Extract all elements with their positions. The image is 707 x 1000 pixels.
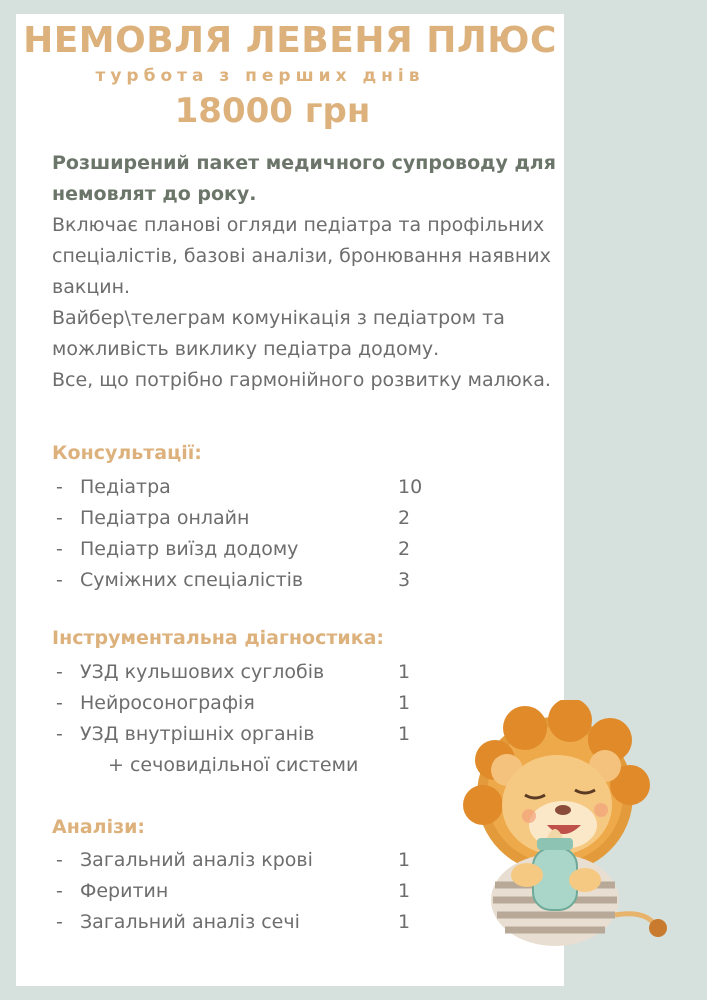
package-description <box>52 148 562 396</box>
item-name: + сечовидільної системи <box>108 754 359 776</box>
item-qty: 1 <box>398 880 411 902</box>
item-qty: 1 <box>398 661 411 683</box>
item-name: Педіатра <box>80 476 171 498</box>
item-name: Загальний аналіз крові <box>80 849 313 871</box>
consultations-list <box>52 472 472 596</box>
bullet-dash: - <box>56 723 63 745</box>
list-item <box>52 907 472 938</box>
list-item <box>52 472 472 503</box>
list-item <box>52 688 472 719</box>
item-name: УЗД внутрішніх органів <box>80 723 315 745</box>
bullet-dash: - <box>56 692 63 714</box>
item-qty: 1 <box>398 911 411 933</box>
item-qty: 3 <box>398 569 411 591</box>
list-item-continuation <box>52 750 472 781</box>
package-price: 18000 грн <box>174 91 371 131</box>
item-qty: 1 <box>398 723 411 745</box>
item-qty: 1 <box>398 849 411 871</box>
lion-nose <box>555 805 571 815</box>
section-heading-diagnostics: Інструментальна діагностика: <box>52 627 385 649</box>
package-title: НЕМОВЛЯ ЛЕВЕНЯ ПЛЮС <box>23 20 557 61</box>
section-heading-consultations: Консультації: <box>52 442 202 464</box>
list-item <box>52 534 472 565</box>
list-item <box>52 657 472 688</box>
bullet-dash: - <box>56 569 63 591</box>
item-name: Педіатра онлайн <box>80 507 250 529</box>
package-subtitle: турбота з перших днів <box>95 66 425 86</box>
lion-paw <box>569 868 601 892</box>
lion-tail <box>615 914 655 925</box>
item-name: Педіатр виїзд додому <box>80 538 299 560</box>
item-name: Загальний аналіз сечі <box>80 911 300 933</box>
description-line: Вайбер\телеграм комунікація з педіатром та можливість виклику педіатра додому. <box>52 307 505 360</box>
section-heading-tests: Аналізи: <box>52 816 146 838</box>
tests-list <box>52 845 472 938</box>
bullet-dash: - <box>56 538 63 560</box>
bullet-dash: - <box>56 911 63 933</box>
item-qty: 10 <box>398 476 423 498</box>
list-item <box>52 719 472 750</box>
description-lead: Розширений пакет медичного супроводу для немовлят до року. <box>52 152 556 205</box>
diagnostics-list <box>52 657 472 781</box>
bullet-dash: - <box>56 880 63 902</box>
bullet-dash: - <box>56 849 63 871</box>
lion-cub-with-bottle-icon <box>455 700 675 950</box>
item-qty: 2 <box>398 507 411 529</box>
item-qty: 1 <box>398 692 411 714</box>
bullet-dash: - <box>56 661 63 683</box>
lion-paw <box>511 863 543 887</box>
item-name: Суміжних спеціалістів <box>80 569 304 591</box>
item-name: Феритин <box>80 880 169 902</box>
description-line: Все, що потрібно гармонійного розвитку малюка. <box>52 369 551 391</box>
description-line: Включає планові огляди педіатра та профільних спеціалістів, базові аналізи, бронювання наявних вакцин. <box>52 214 551 298</box>
item-name: УЗД кульшових суглобів <box>80 661 325 683</box>
list-item <box>52 876 472 907</box>
item-qty: 2 <box>398 538 411 560</box>
bullet-dash: - <box>56 507 63 529</box>
lion-tail-tip <box>649 919 667 937</box>
list-item <box>52 503 472 534</box>
item-name: Нейросонографія <box>80 692 255 714</box>
list-item <box>52 565 472 596</box>
list-item <box>52 845 472 876</box>
bullet-dash: - <box>56 476 63 498</box>
